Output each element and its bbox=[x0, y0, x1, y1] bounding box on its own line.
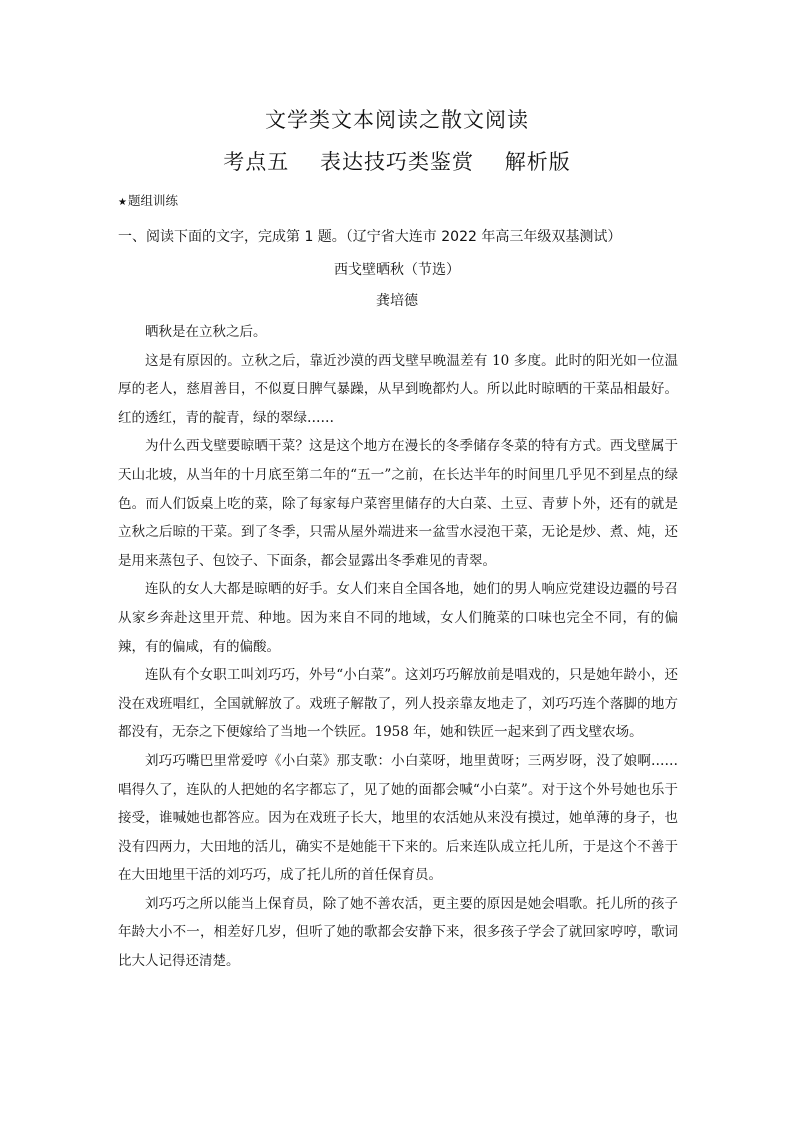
section-label: 题组训练 bbox=[127, 193, 178, 208]
section-heading bbox=[118, 191, 178, 209]
paragraph: 刘巧巧嘴巴里常爱哼《小白菜》那支歌：小白菜呀，地里黄呀；三两岁呀，没了娘啊……唱得久了，连队的人把她的名字都忘了，见了她的面都会喊“小白菜”。对于这个外号她也乐于接受，谁喊她也都答应。因为在戏班子长大，地里的农活她从来没有摸过，她单薄的身子，也没有四两力，大田地的活儿，确实不是她能干下来的。后来连队成立托儿所，于是这个不善于在大田地里干活的刘巧巧，成了托儿所的首任保育员。 bbox=[118, 752, 678, 884]
paragraph: 连队有个女职工叫刘巧巧，外号“小白菜”。这刘巧巧解放前是唱戏的，只是她年龄小，还没在戏班唱红，全国就解放了。戏班子解散了，列人投亲靠友地走了，刘巧巧连个落脚的地方都没有，无奈之下便嫁给了当地一个铁匠。1958 年，她和铁匠一起来到了西戈壁农场。 bbox=[118, 667, 678, 741]
star-icon: ★ bbox=[118, 197, 127, 208]
paragraph: 刘巧巧之所以能当上保育员，除了她不善农活，更主要的原因是她会唱歌。托儿所的孩子年龄大小不一，相差好几岁，但听了她的歌都会安静下来，很多孩子学会了就回家哼哼，歌词比大人记得还清楚。 bbox=[118, 895, 678, 970]
paragraph: 为什么西戈壁要晾晒干菜？这是这个地方在漫长的冬季储存冬菜的特有方式。西戈壁属于天山北坡，从当年的十月底至第二年的“五一”之前，在长达半年的时间里几乎见不到星点的绿色。而人们饭桌上吃的菜，除了每家每户菜窖里储存的大白菜、土豆、青萝卜外，还有的就是立秋之后晾的干菜。到了冬季，只需从屋外端进来一盆雪水浸泡干菜，无论是炒、煮、炖，还是用来蒸包子、包饺子、下面条，都会显露出冬季难见的青翠。 bbox=[118, 438, 678, 569]
paragraph: 这是有原因的。立秋之后，靠近沙漠的西戈壁早晚温差有 10 多度。此时的阳光如一位温厚的老人，慈眉善目，不似夏日脾气暴躁，从早到晚都灼人。所以此时晾晒的干菜品相最好。红的透红，青的靛青，绿的翠绿…… bbox=[118, 352, 678, 426]
paragraph: 连队的女人大都是晾晒的好手。女人们来自全国各地，她们的男人响应党建设边疆的号召从家乡奔赴这里开荒、种地。因为来自不同的地域，女人们腌菜的口味也完全不同，有的偏辣，有的偏咸，有的偏酸。 bbox=[118, 581, 678, 655]
passage-author: 龚培德 bbox=[376, 293, 418, 309]
passage-title: 西戈壁晒秋（节选） bbox=[334, 262, 460, 278]
passage-body bbox=[118, 318, 678, 976]
paragraph: 晒秋是在立秋之后。 bbox=[145, 324, 267, 340]
question-prompt: 一、阅读下面的文字，完成第 1 题。（辽宁省大连市 2022 年高三年级双基测试） bbox=[118, 229, 622, 245]
document-title: 文学类文本阅读之散文阅读 bbox=[265, 108, 529, 132]
document-subtitle: 考点五 表达技巧类鉴赏 解析版 bbox=[223, 150, 571, 174]
